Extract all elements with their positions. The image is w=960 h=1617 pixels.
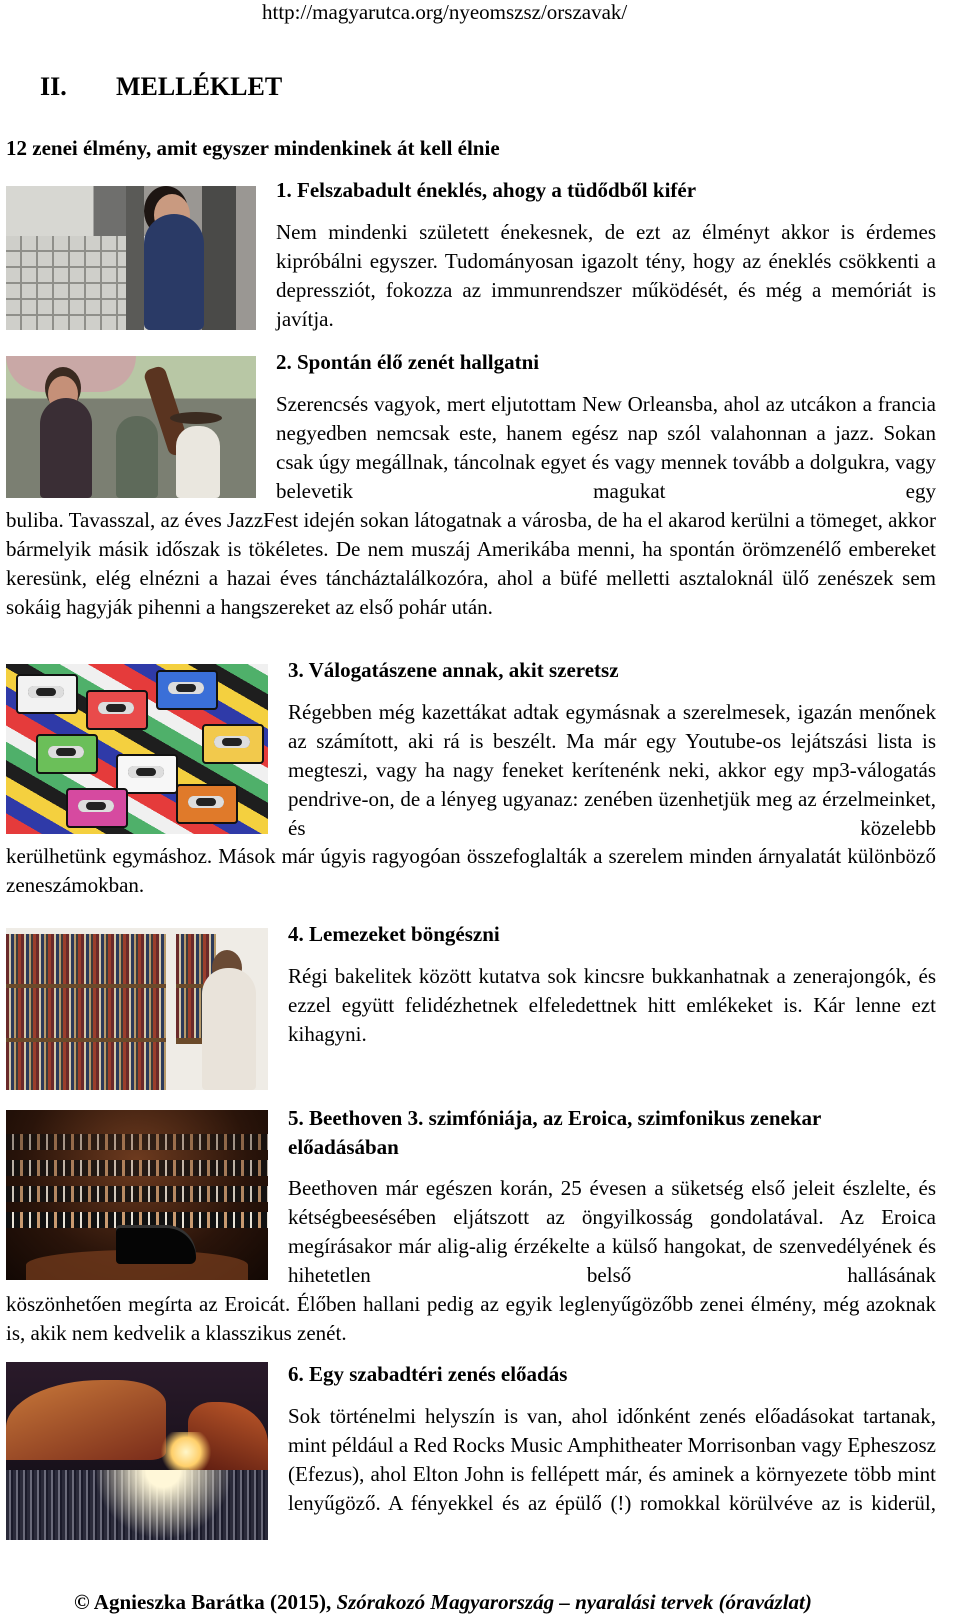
section-6-body: Sok történelmi helyszín is van, ahol időnként zenés előadásokat tartanak, mint például a Red Rocks Music Amphitheater Morrisonban vagy Epheszosz (Efezus), ahol Elton John is fellépett már, és aminek a környezete több mint lenyűgöző. A fényekkel és az épülő (!) romokkal körülvéve az is kiderül, <box>288 1404 936 1515</box>
footer-work-title: Szórakozó Magyarország – nyaralási tervek (óravázlat) <box>336 1590 812 1614</box>
orchestra-photo <box>6 1110 268 1280</box>
section-3-title: 3. Válogatászene annak, akit szeretsz <box>288 658 619 682</box>
section-4-title: 4. Lemezeket böngészni <box>288 922 500 946</box>
section-5-title: 5. Beethoven 3. szimfóniája, az Eroica, szimfonikus zenekar előadásában <box>288 1106 821 1159</box>
section-4-body: Régi bakelitek között kutatva sok kincsre bukkanhatnak a zenerajongók, és ezzel együtt felidézhetnek elfeledettnek hitt emlékeket is. Kár lenne ezt kihagyni. <box>288 964 936 1046</box>
street-band-photo <box>6 356 256 498</box>
document-subtitle: 12 zenei élmény, amit egyszer mindenkinek át kell élnie <box>6 136 500 160</box>
page-url: http://magyarutca.org/nyeomszsz/orszavak/ <box>262 0 628 24</box>
page-heading <box>40 72 282 102</box>
record-shelves-photo <box>6 928 268 1090</box>
heading-title: MELLÉKLET <box>116 72 283 101</box>
heading-number: II. <box>40 72 67 101</box>
section-6-title: 6. Egy szabadtéri zenés előadás <box>288 1362 568 1386</box>
section-2-body-side: Szerencsés vagyok, mert eljutottam New Orleansba, ahol az utcákon a francia negyedben nemcsak este, hanem egész nap szól valahonnan a jazz. Sokan csak úgy megállnak, táncolnak egyet és vagy mennek tovább a dolgukra, vagy belevetik magukat egy <box>276 392 936 503</box>
cassettes-photo <box>6 664 268 834</box>
singer-photo <box>6 186 256 330</box>
red-rocks-photo <box>6 1362 268 1540</box>
section-5-body-side: Beethoven már egészen korán, 25 évesen a süketség első jeleit észlelte, és kétségbeesésében eljátszott az öngyilkosság gondolatával. Az Eroica megírásakor már alig-alig érzékelte a külső hangokat, de szenvedélyének és hihetetlen belső hallásának <box>288 1176 936 1287</box>
section-1-title: 1. Felszabadult éneklés, ahogy a tüdődből kifér <box>276 178 697 202</box>
section-1-body: Nem mindenki született énekesnek, de ezt az élményt akkor is érdemes kipróbálni egyszer. Tudományosan igazolt tény, hogy az éneklés csökkenti a depressziót, fokozza az immunrendszer működését, és még a memóriát is javítja. <box>276 220 936 331</box>
page-footer <box>74 1590 812 1615</box>
section-2-title: 2. Spontán élő zenét hallgatni <box>276 350 540 374</box>
section-5-body-full: köszönhetően megírta az Eroicát. Élőben hallani pedig az egyik leglenyűgözőbb zenei élmény, még azoknak is, akik nem kedvelik a klasszikus zenét. <box>6 1292 936 1345</box>
section-3-body-side: Régebben még kazettákat adtak egymásnak a szerelmesek, igazán menőnek az számított, aki rá is beszélt. Ma már egy Youtube-os lejátszási lista is megteszi, vagy ha nagy feneket kerítenénk neki, akkor egy mp3-válogatás pendrive-on, de a lényeg ugyanaz: zenében üzenhetjük meg az érzelmeinket, és közelebb <box>288 700 936 840</box>
section-3-body-full: kerülhetünk egymáshoz. Mások már úgyis ragyogóan összefoglalták a szerelem minden árnyalatát különböző zeneszámokban. <box>6 844 936 897</box>
section-2-body-full: buliba. Tavasszal, az éves JazzFest idején sokan látogatnak a városba, de ha el akarod kerülni a tömeget, akkor bármelyik másik időszak is tökéletes. De nem muszáj Amerikába menni, ha spontán örömzenélő embereket keresünk, elég elnézni a hazai éves táncháztalálkozóra, ahol a büfé melletti asztaloknál ülő zenészek sem sokáig hagyják pihenni a hangszereket az első pohár után. <box>6 508 936 619</box>
footer-author: © Agnieszka Barátka (2015), <box>74 1590 332 1614</box>
